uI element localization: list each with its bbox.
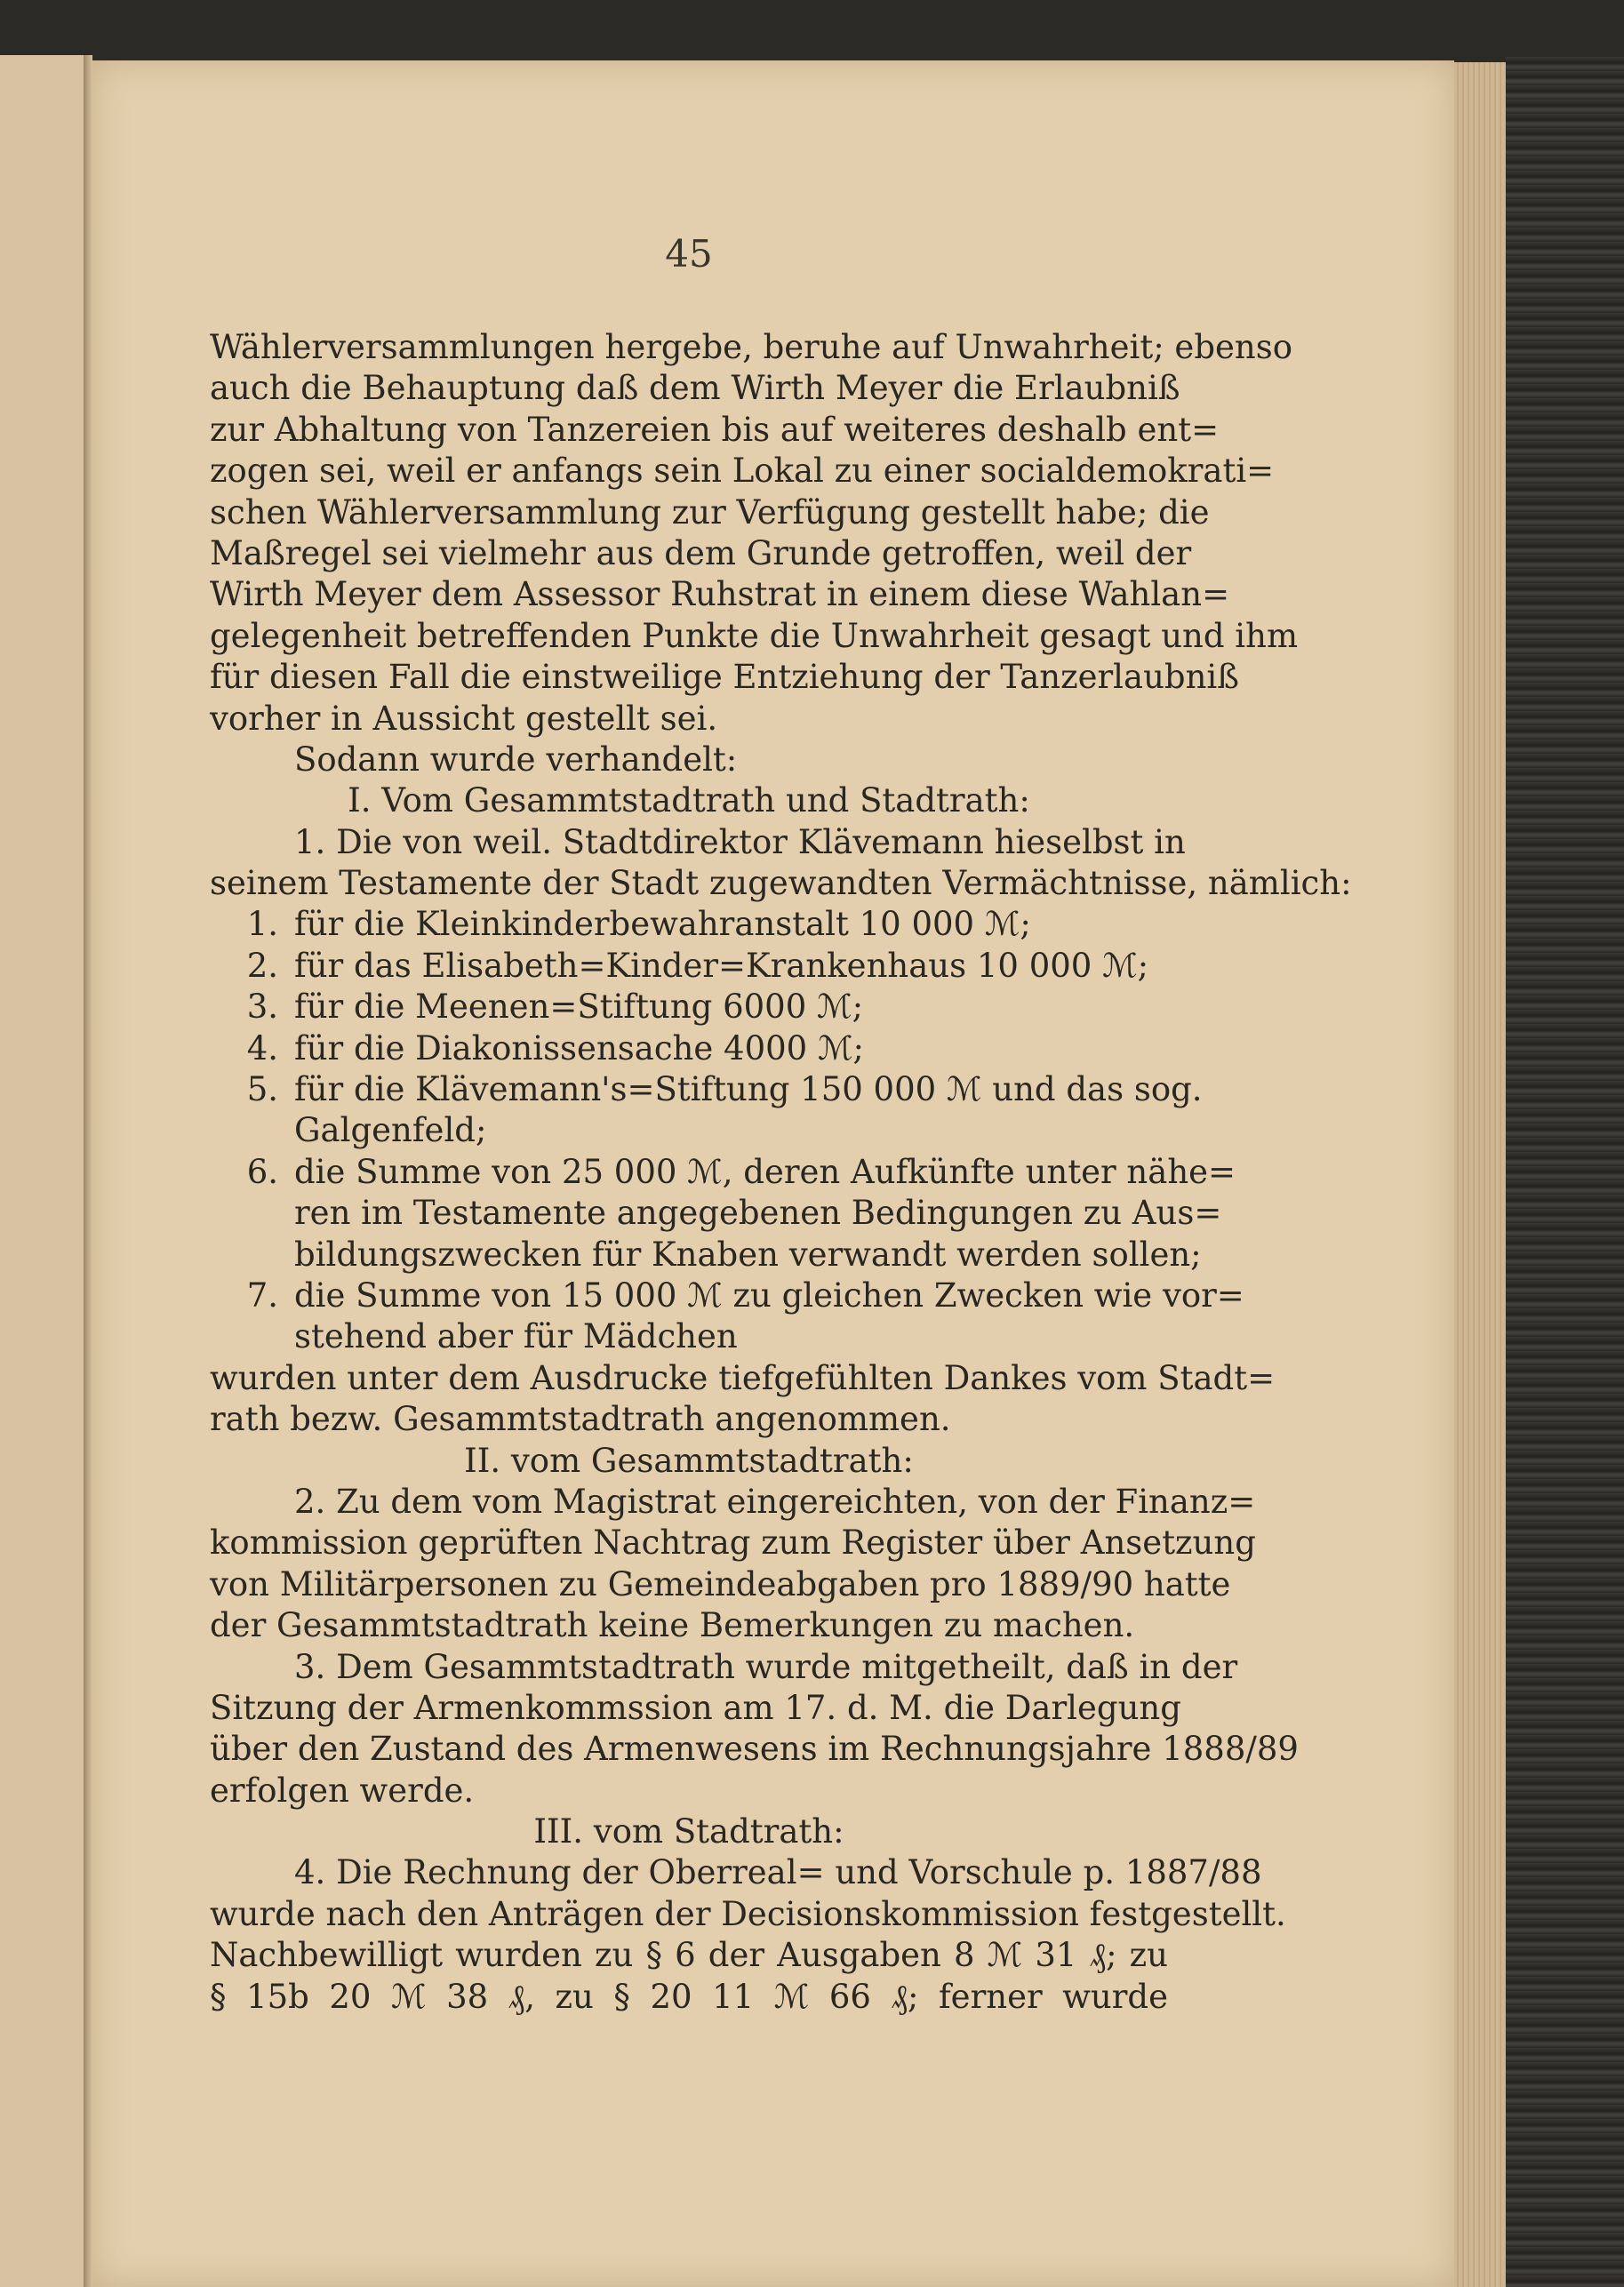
text-line: erfolgen werde. (210, 1771, 475, 1810)
text-line: Wählerversammlungen hergebe, beruhe auf Unwahrheit; ebenso (210, 328, 1293, 366)
text-line: Sitzung der Armenkommssion am 17. d. M. die Darlegung (210, 1688, 1181, 1727)
text-line: der Gesammtstadtrath keine Bemerkungen zu machen. (210, 1606, 1135, 1645)
list-item-text: die Summe von 15 000 ℳ zu gleichen Zwecken wie vor= (294, 1275, 1244, 1315)
page-edges (1454, 62, 1506, 2287)
list-item-number: 1. (246, 905, 278, 944)
section-heading: III. vom Stadtrath: (533, 1812, 844, 1851)
list-item-continuation: stehend aber für Mädchen (294, 1317, 738, 1356)
text-line: für diesen Fall die einstweilige Entziehung der Tanzerlaubniß (210, 658, 1239, 697)
text-line: vorher in Aussicht gestellt sei. (210, 699, 718, 738)
text-lines (210, 327, 1352, 2018)
book-gutter (84, 55, 92, 2287)
text-line: Sodann wurde verhandelt: (294, 740, 738, 779)
section-heading: II. vom Gesammtstadtrath: (464, 1441, 914, 1480)
list-item-number: 6. (246, 1152, 278, 1191)
list-item-number: 3. (246, 988, 278, 1027)
list-item (210, 904, 1168, 945)
text-line: auch die Behauptung daß dem Wirth Meyer die Erlaubniß (210, 369, 1180, 408)
list-item-text: für die Meenen=Stiftung 6000 ℳ; (294, 988, 864, 1027)
list-item-text: für die Kleinkinderbewahranstalt 10 000 ℳ; (294, 905, 1031, 944)
list-item (210, 1275, 1244, 1316)
text-line: Wirth Meyer dem Assessor Ruhstrat in einem diese Wahlan= (210, 575, 1230, 614)
list-item-continuation: Galgenfeld; (294, 1111, 487, 1150)
text-line: 3. Dem Gesammtstadtrath wurde mitgetheilt, daß in der (294, 1647, 1238, 1686)
list-item (210, 1069, 1203, 1110)
list-item-number: 5. (246, 1070, 278, 1109)
text-line: wurden unter dem Ausdrucke tiefgefühlten Dankes vom Stadt= (210, 1358, 1276, 1397)
text-line: zogen sei, weil er anfangs sein Lokal zu einer socialdemokrati= (210, 452, 1275, 491)
text-line: zur Abhaltung von Tanzereien bis auf weiteres deshalb ent= (210, 410, 1220, 449)
text-line: rath bezw. Gesammtstadtrath angenommen. (210, 1400, 951, 1439)
left-page-edge (0, 55, 85, 2287)
text-line: gelegenheit betreffenden Punkte die Unwahrheit gesagt und ihm (210, 616, 1299, 655)
list-item-text: die Summe von 25 000 ℳ, deren Aufkünfte unter nähe= (294, 1152, 1236, 1191)
text-line: kommission geprüften Nachtrag zum Register über Ansetzung (210, 1523, 1256, 1563)
list-item-number: 2. (246, 946, 278, 985)
list-item-continuation: ren im Testamente angegebenen Bedingungen zu Aus= (294, 1194, 1222, 1233)
text-line: 4. Die Rechnung der Oberreal= und Vorschule p. 1887/88 (294, 1853, 1262, 1892)
text-line: 1. Die von weil. Stadtdirektor Klävemann hieselbst in (294, 822, 1186, 861)
list-item-text: für die Diakonissensache 4000 ℳ; (294, 1028, 864, 1068)
list-item (210, 1152, 1236, 1193)
list-item-number: 7. (246, 1275, 278, 1315)
list-item (210, 946, 1168, 987)
list-item-text: für das Elisabeth=Kinder=Krankenhaus 10 000 ℳ; (294, 946, 1149, 985)
list-item (210, 1028, 1168, 1069)
list-item-text: für die Klävemann's=Stiftung 150 000 ℳ und das sog. (294, 1070, 1203, 1109)
text-line: über den Zustand des Armenwesens im Rechnungsjahre 1888/89 (210, 1730, 1299, 1769)
page-number: 45 (665, 232, 713, 276)
text-line: wurde nach den Anträgen der Decisionskommission festgestellt. (210, 1894, 1286, 1933)
text-line: 2. Zu dem vom Magistrat eingereichten, von der Finanz= (294, 1482, 1256, 1521)
list-item-continuation: bildungszwecken für Knaben verwandt werden sollen; (294, 1235, 1202, 1274)
section-heading: I. Vom Gesammtstadtrath und Stadtrath: (348, 781, 1030, 820)
text-line: Nachbewilligt wurden zu § 6 der Ausgaben 8 ℳ 31 ₰; zu (210, 1936, 1168, 1975)
text-line: seinem Testamente der Stadt zugewandten Vermächtnisse, nämlich: (210, 864, 1352, 903)
text-line: § 15b 20 ℳ 38 ₰, zu § 20 11 ℳ 66 ₰; ferner wurde (210, 1977, 1168, 2016)
list-item-number: 4. (246, 1028, 278, 1068)
book-cover (1506, 57, 1624, 2287)
list-item (210, 987, 1168, 1028)
text-line: Maßregel sei vielmehr aus dem Grunde getroffen, weil der (210, 533, 1192, 572)
text-line: von Militärpersonen zu Gemeindeabgaben pro 1889/90 hatte (210, 1564, 1231, 1603)
text-line: schen Wählerversammlung zur Verfügung gestellt habe; die (210, 492, 1210, 532)
